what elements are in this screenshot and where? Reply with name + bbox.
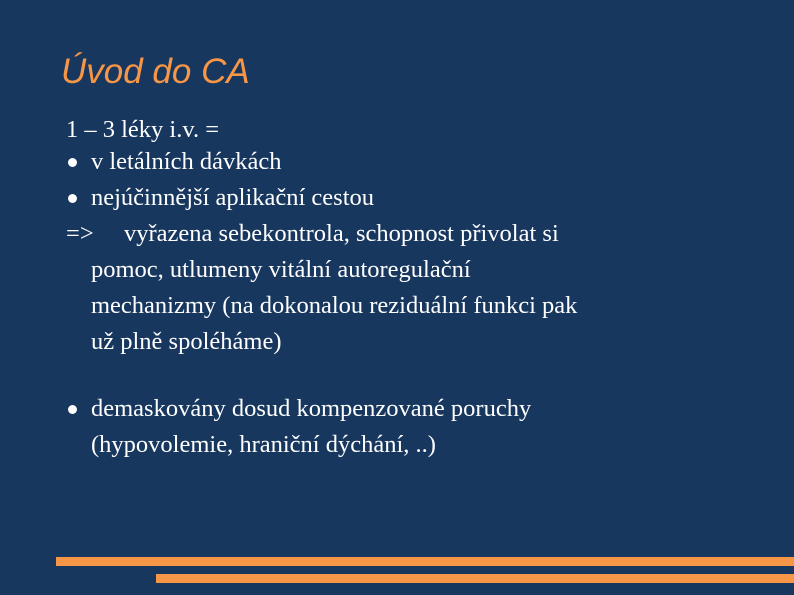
intro-line: 1 – 3 léky i.v. = [66,116,220,143]
accent-bar-lower [156,574,794,583]
arrow-text-cont-2: mechanizmy (na dokonalou reziduální funkci pak [91,292,578,319]
arrow-text: vyřazena sebekontrola, schopnost přivolat si [124,220,559,247]
bullet-text-1: v letálních dávkách [91,148,282,175]
bullet-icon [68,405,77,414]
bullet-text-3-cont: (hypovolemie, hraniční dýchání, ..) [91,431,436,458]
arrow-text-cont-1: pomoc, utlumeny vitální autoregulační [91,256,471,283]
bullet-text-2: nejúčinnější aplikační cestou [91,184,375,211]
arrow-marker: => [66,220,94,247]
bullet-icon [68,158,77,167]
bullet-icon [68,194,77,203]
arrow-text-cont-3: už plně spoléháme) [91,328,282,355]
accent-bar-upper [56,557,794,566]
bullet-text-3: demaskovány dosud kompenzované poruchy [91,395,532,422]
slide-title: Úvod do CA [61,52,250,91]
